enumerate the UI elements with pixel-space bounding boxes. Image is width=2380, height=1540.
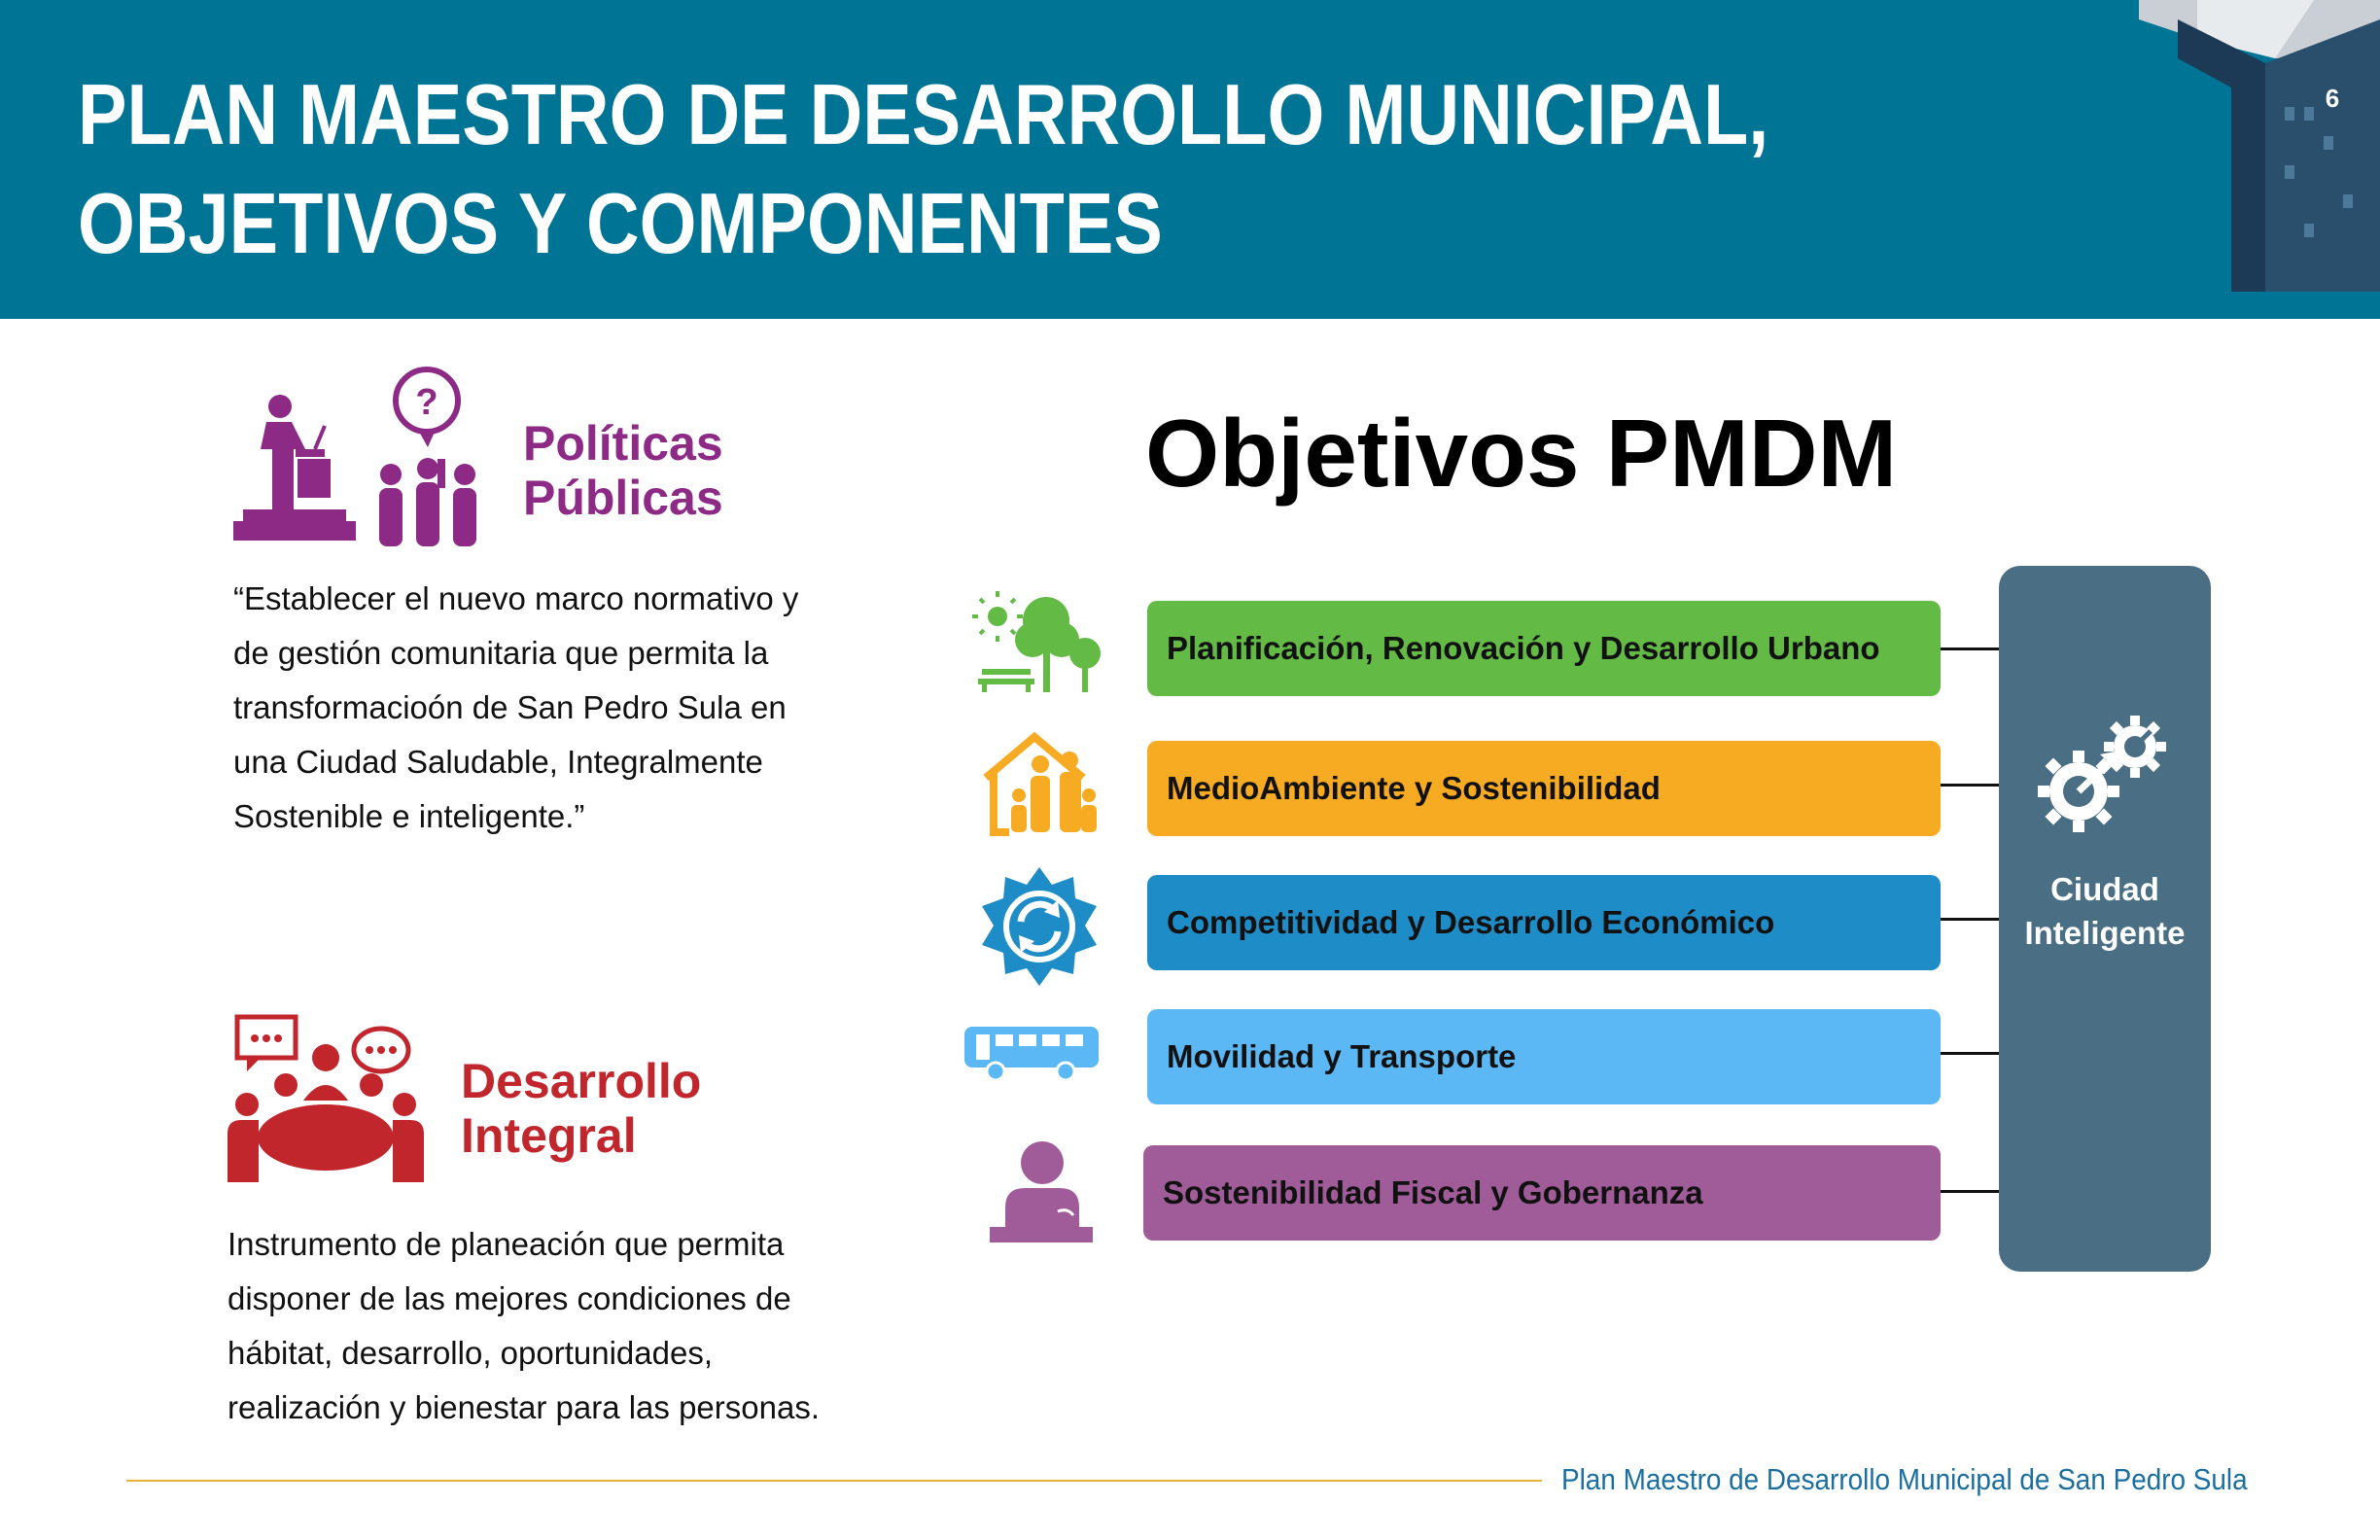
family-house-icon — [980, 731, 1101, 836]
politicas-heading-line-2: Públicas — [523, 471, 723, 525]
objective-label: Sostenibilidad Fiscal y Gobernanza — [1163, 1174, 1703, 1210]
refresh-badge-icon — [976, 867, 1102, 988]
footer-text: Plan Maestro de Desarrollo Municipal de San Pedro Sula — [1561, 1462, 2248, 1496]
park-icon — [972, 591, 1104, 692]
svg-text:?: ? — [415, 382, 438, 423]
desarrollo-heading-line-1: Desarrollo — [461, 1054, 702, 1108]
city-skyline-decoration — [2139, 0, 2380, 292]
hub-label-line-2: Inteligente — [2024, 915, 2186, 951]
desarrollo-heading-line-2: Integral — [461, 1108, 637, 1163]
politicas-heading-line-1: Políticas — [523, 416, 723, 471]
connector-line — [1941, 1190, 1999, 1193]
ciudad-inteligente-panel — [1999, 566, 2211, 1272]
title-line-1: PLAN MAESTRO DE DESARROLLO MUNICIPAL, — [78, 66, 1769, 162]
connector-line — [1941, 648, 1999, 650]
politicas-text-line: transformacioón de San Pedro Sula en — [233, 689, 787, 725]
objective-bar-urbano — [1147, 601, 1941, 696]
connector-line — [1941, 918, 1999, 921]
hub-label-line-1: Ciudad — [2050, 871, 2159, 907]
title-line-2: OBJETIVOS Y COMPONENTES — [78, 175, 1163, 271]
bus-icon — [962, 1025, 1101, 1083]
objective-bar-medioambiente — [1147, 741, 1941, 836]
politicas-text-line: Sostenible e inteligente.” — [233, 798, 585, 834]
footer-divider — [126, 1480, 1542, 1482]
objective-label: Competitividad y Desarrollo Económico — [1167, 904, 1775, 940]
official-icon — [988, 1139, 1093, 1242]
objective-label: Movilidad y Transporte — [1167, 1038, 1517, 1074]
gears-icon — [2030, 708, 2174, 840]
desarrollo-text-line: hábitat, desarrollo, oportunidades, — [228, 1335, 713, 1371]
desarrollo-heading — [461, 1054, 701, 1163]
ciudad-inteligente-label — [1999, 867, 2211, 955]
connector-line — [1941, 784, 1999, 787]
objective-bar-fiscal — [1143, 1145, 1941, 1241]
politicas-text — [233, 572, 798, 844]
desarrollo-text-line: realización y bienestar para las personas. — [228, 1389, 821, 1425]
desarrollo-text-line: disponer de las mejores condiciones de — [228, 1280, 791, 1316]
objective-bar-movilidad — [1147, 1009, 1941, 1104]
page-number: 6 — [2325, 84, 2340, 113]
desarrollo-text-line: Instrumento de planeación que permita — [228, 1226, 785, 1262]
objetivos-title: Objetivos PMDM — [1145, 400, 1898, 507]
header-banner — [0, 0, 2380, 319]
connector-line — [1941, 1052, 1999, 1055]
objective-bar-competitividad — [1147, 875, 1941, 970]
public-policy-icon — [233, 366, 486, 546]
page-title — [78, 60, 1769, 278]
politicas-text-line: una Ciudad Saludable, Integralmente — [233, 744, 763, 780]
objective-label: MedioAmbiente y Sostenibilidad — [1167, 770, 1661, 806]
desarrollo-text — [228, 1217, 820, 1435]
politicas-text-line: de gestión comunitaria que permita la — [233, 635, 769, 671]
objective-label: Planificación, Renovación y Desarrollo Urbano — [1167, 630, 1880, 666]
politicas-text-line: “Establecer el nuevo marco normativo y — [233, 580, 799, 616]
politicas-heading — [523, 416, 723, 525]
meeting-table-icon — [226, 1011, 426, 1182]
